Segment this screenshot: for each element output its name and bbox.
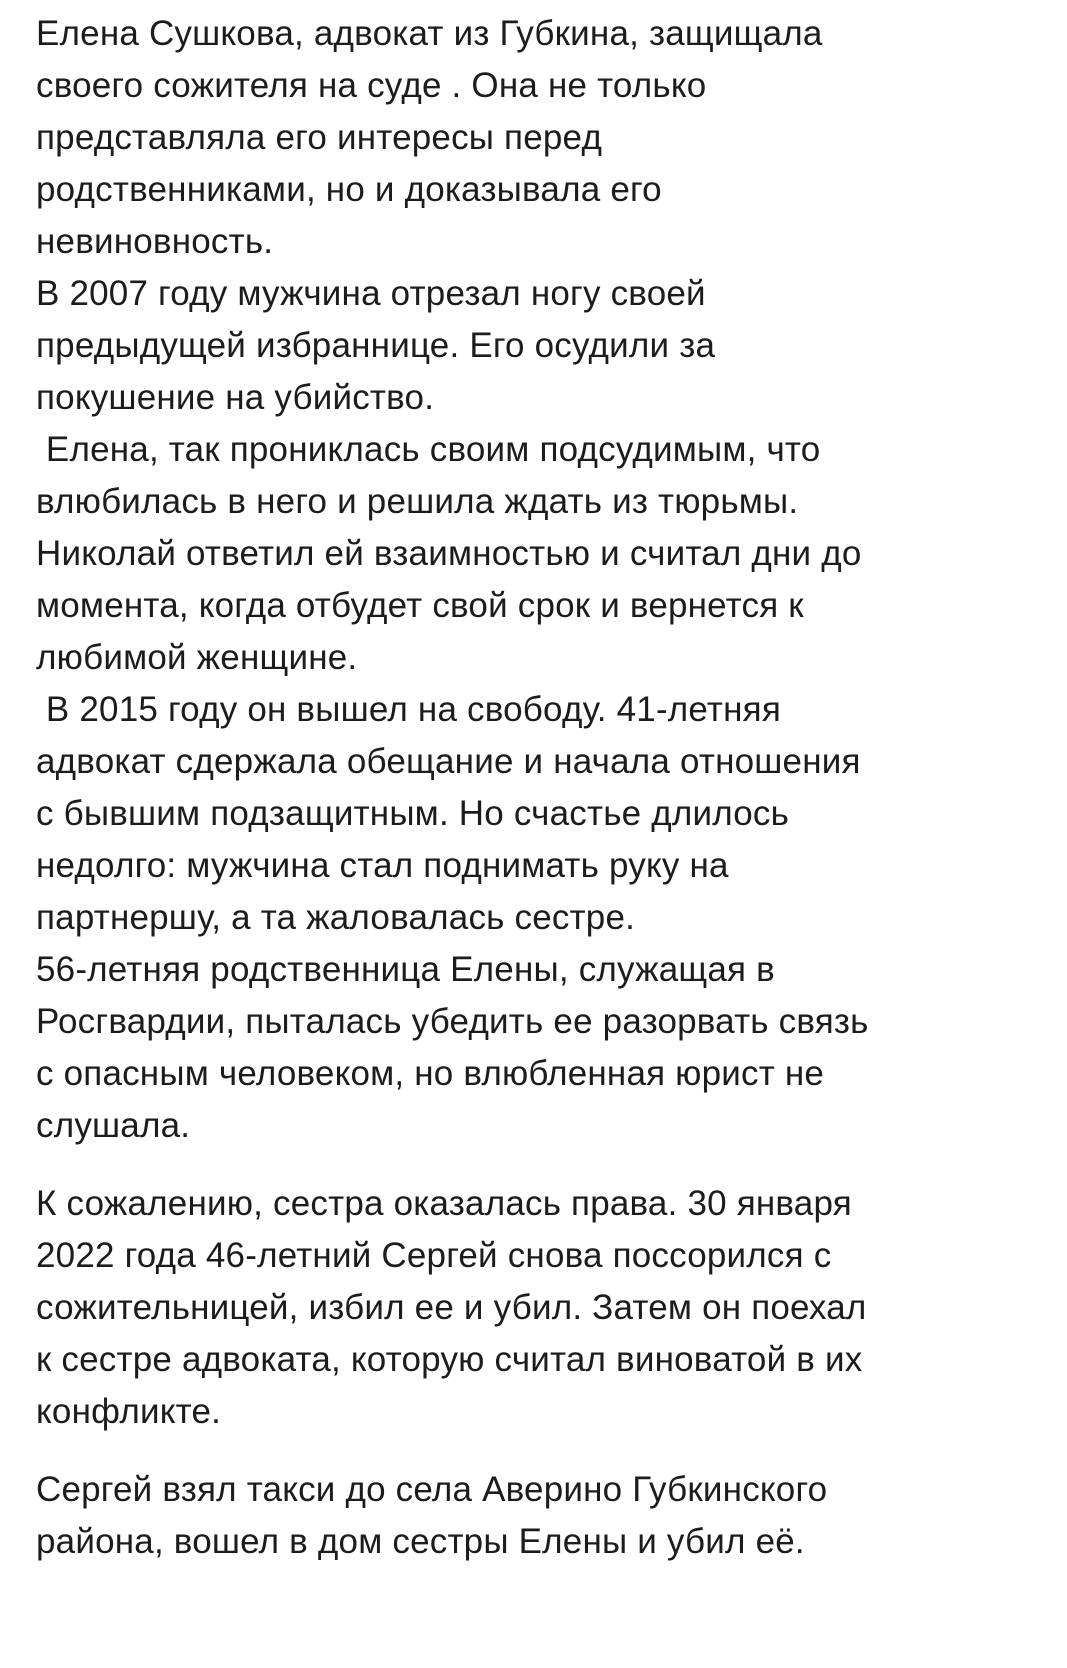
text-line: 56-летняя родственница Елены, служащая в	[36, 950, 775, 989]
text-line: предыдущей избраннице. Его осудили за	[36, 326, 716, 365]
text-line: партнершу, а та жаловалась сестре.	[36, 898, 636, 937]
paragraph-3	[36, 1464, 1067, 1568]
text-line: адвокат сдержала обещание и начала отношения	[36, 742, 861, 781]
paragraph-2	[36, 1178, 1067, 1438]
text-line: покушение на убийство.	[36, 378, 435, 417]
text-line: конфликте.	[36, 1392, 222, 1431]
text-line: К сожалению, сестра оказалась права. 30 января	[36, 1184, 852, 1223]
text-line: с бывшим подзащитным. Но счастье длилось	[36, 794, 790, 833]
text-line: сожительницей, избил ее и убил. Затем он поехал	[36, 1288, 867, 1327]
text-line: родственниками, но и доказывала его	[36, 170, 662, 209]
text-line: 2022 года 46-летний Сергей снова поссорился с	[36, 1236, 832, 1275]
text-line: Сергей взял такси до села Аверино Губкинского	[36, 1470, 828, 1509]
text-line: Елена Сушкова, адвокат из Губкина, защищала	[36, 14, 823, 53]
text-line: Елена, так прониклась своим подсудимым, что	[36, 430, 821, 469]
text-line: В 2007 году мужчина отрезал ногу своей	[36, 274, 706, 313]
text-line: невиновность.	[36, 222, 274, 261]
text-line: района, вошел в дом сестры Елены и убил её.	[36, 1522, 805, 1561]
text-line: недолго: мужчина стал поднимать руку на	[36, 846, 729, 885]
text-line: слушала.	[36, 1106, 191, 1145]
text-line: В 2015 году он вышел на свободу. 41-летняя	[36, 690, 781, 729]
text-line: влюбилась в него и решила ждать из тюрьмы.	[36, 482, 799, 521]
text-line: Николай ответил ей взаимностью и считал дни до	[36, 534, 862, 573]
text-line: момента, когда отбудет свой срок и вернется к	[36, 586, 804, 625]
text-line: своего сожителя на суде . Она не только	[36, 66, 707, 105]
text-line: любимой женщине.	[36, 638, 358, 677]
text-line: Росгвардии, пыталась убедить ее разорвать связь	[36, 1002, 869, 1041]
text-line: к сестре адвоката, которую считал виноватой в их	[36, 1340, 863, 1379]
text-line: представляла его интересы перед	[36, 118, 603, 157]
paragraph-1	[36, 8, 1067, 1152]
text-line: с опасным человеком, но влюбленная юрист не	[36, 1054, 825, 1093]
